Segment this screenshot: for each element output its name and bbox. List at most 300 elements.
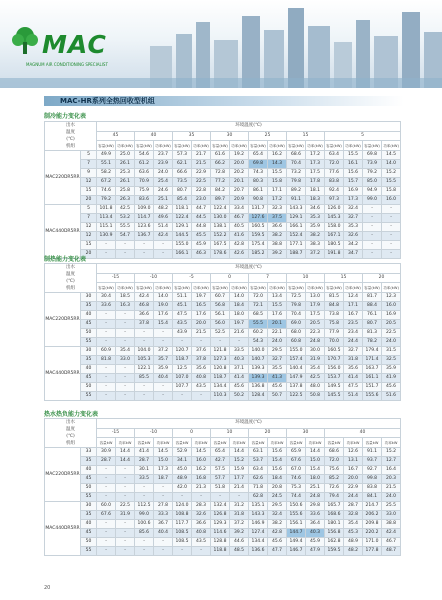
table-row [45,457,401,466]
value-cell: 61.6 [211,151,230,160]
value-cell: 14.0 [382,160,401,169]
value-cell: 73.9 [363,160,382,169]
value-cell: 88.4 [363,302,382,311]
capacity-subheader: 容量(kW) [173,141,192,151]
value-cell: 36.7 [154,520,173,529]
value-cell: 17.5 [306,311,325,320]
value-cell: 127.6 [249,214,268,223]
outlet-temperature-cell: 40 [81,520,97,529]
value-cell: 136.8 [249,383,268,392]
value-cell: 42.6 [230,250,249,259]
value-cell: 36.6 [192,520,211,529]
value-cell: 177.1 [287,241,306,250]
value-cell: 80.3 [249,178,268,187]
value-cell: 128.8 [211,538,230,547]
value-cell: 191.8 [325,250,344,259]
capacity-subheader: 容量(kW) [173,283,192,293]
header-banner [0,0,442,88]
value-cell: 20.0 [230,160,249,169]
value-cell: 12.4 [344,293,363,302]
power-subheader: 功率kW [306,438,325,448]
value-cell: 206.2 [363,511,382,520]
value-cell: 14.4 [116,448,135,457]
value-cell: 127.3 [211,356,230,365]
value-cell: - [382,232,401,241]
value-cell: 77.9 [325,329,344,338]
table-row [45,538,401,547]
value-cell: 48.7 [382,547,401,556]
value-cell: 24.6 [154,187,173,196]
value-cell: 20.2 [230,169,249,178]
value-cell: 43.5 [192,538,211,547]
value-cell: 23.0 [192,196,211,205]
power-subheader: 功率(kW) [230,283,249,293]
value-cell: 25.1 [306,484,325,493]
value-cell: 108.5 [173,538,192,547]
value-cell: 70.9 [135,178,154,187]
value-cell: 122.4 [211,205,230,214]
value-cell: 68.6 [325,448,344,457]
value-cell: 31.9 [116,511,135,520]
value-cell: 18.4 [268,475,287,484]
brand-tagline: MAGNUM AIR CONDITIONING SPECIALIST [26,62,108,67]
temperature-header: 0 [211,273,249,283]
outlet-temperature-cell: 45 [81,374,97,383]
value-cell: 38.8 [382,520,401,529]
value-cell: 51.4 [154,223,173,232]
value-cell: 72.6 [325,484,344,493]
capacity-subheader: 容量(kW) [363,141,382,151]
value-cell: 44.5 [192,214,211,223]
value-cell: 156.8 [325,529,344,538]
capacity-subheader: 容量(kW) [325,283,344,293]
value-cell: 17.7 [230,475,249,484]
value-cell: 49.6 [154,214,173,223]
value-cell: - [363,223,382,232]
value-cell: 149.4 [287,538,306,547]
value-cell: 170.7 [325,356,344,365]
value-cell: 79.2 [97,196,116,205]
value-cell: 110.3 [211,392,230,401]
value-cell: 66.6 [173,169,192,178]
value-cell: 33.5 [230,347,249,356]
value-cell: 81.7 [363,293,382,302]
temperature-header: 30 [211,131,249,141]
corner-line: (℃) [66,279,75,284]
power-subheader: 功率(kW) [192,283,211,293]
value-cell: 18.1 [306,187,325,196]
value-cell: 19.2 [230,151,249,160]
outlet-temperature-cell: 20 [81,250,97,259]
value-cell: 129.1 [287,214,306,223]
corner-line: (℃) [66,434,75,439]
value-cell: 73.5 [173,178,192,187]
value-cell: 89.7 [211,196,230,205]
value-cell: 40.4 [154,529,173,538]
value-cell: 127.4 [249,529,268,538]
value-cell: 24.4 [344,493,363,502]
value-cell: 35.7 [154,356,173,365]
value-cell: - [116,241,135,250]
power-subheader: 功率kW [154,438,173,448]
value-cell: 32.7 [344,347,363,356]
value-cell: 18.7 [154,475,173,484]
outlet-temperature-cell: 9 [81,169,97,178]
value-cell: - [97,538,116,547]
outlet-temperature-cell: 12 [81,232,97,241]
value-cell: 214.7 [363,502,382,511]
value-cell: 136.6 [249,547,268,556]
value-cell: 17.8 [306,178,325,187]
corner-line: (℃) [66,137,75,142]
value-cell: 61.2 [135,160,154,169]
group-header: 环境温度(℃) [97,264,401,274]
value-cell: - [173,547,192,556]
value-cell: 171.4 [363,356,382,365]
value-cell: 18.4 [230,302,249,311]
value-cell: 33.3 [154,511,173,520]
value-cell: 146.7 [287,547,306,556]
value-cell: 56.1 [211,311,230,320]
corner-line: 温度 [66,272,75,277]
value-cell: 67.0 [287,466,306,475]
value-cell: - [154,250,173,259]
value-cell: - [154,547,173,556]
section-title-heating: 制热能力变化表 [44,256,87,263]
value-cell: - [116,538,135,547]
value-cell: 39.2 [268,250,287,259]
value-cell: 17.9 [306,302,325,311]
value-cell: 162.8 [325,538,344,547]
value-cell: 32.7 [344,214,363,223]
value-cell: 67.2 [97,178,116,187]
value-cell: 144.7 [287,529,306,538]
page-number: 20 [44,585,51,591]
model-column-label: 机组 [66,144,75,149]
value-cell: 171.0 [363,538,382,547]
value-cell: 42.8 [268,529,287,538]
outlet-temperature-cell: 45 [81,475,97,484]
value-cell: 26.3 [116,196,135,205]
value-cell: - [363,241,382,250]
value-cell: - [363,214,382,223]
value-cell: - [382,205,401,214]
value-cell: 22.9 [192,169,211,178]
value-cell: 41.4 [230,374,249,383]
value-cell: 86.1 [249,187,268,196]
value-cell: 155.6 [287,511,306,520]
table-row [45,529,401,538]
value-cell: 69.8 [249,160,268,169]
value-cell: 56.8 [211,302,230,311]
value-cell: 114.7 [135,214,154,223]
value-cell: 45.6 [268,538,287,547]
value-cell: 56.0 [211,320,230,329]
value-cell: 33.6 [306,511,325,520]
value-cell: 24.8 [306,338,325,347]
table-row [45,356,401,365]
hot-water-capacity-table [44,418,401,556]
value-cell: 43.5 [192,383,211,392]
capacity-subheader: 容量(kW) [211,141,230,151]
value-cell: 44.6 [230,538,249,547]
value-cell: - [97,383,116,392]
value-cell: 147.9 [287,374,306,383]
value-cell: 109.0 [135,205,154,214]
value-cell: 47.5 [173,311,192,320]
value-cell: 58.2 [97,169,116,178]
value-cell: 28.7 [344,502,363,511]
value-cell: - [97,392,116,401]
value-cell: - [154,383,173,392]
value-cell: 26.1 [116,178,135,187]
value-cell: 63.4 [249,466,268,475]
value-cell: 72.8 [211,169,230,178]
value-cell: 74.6 [287,475,306,484]
value-cell: 33.5 [135,475,154,484]
value-cell: - [97,520,116,529]
value-cell: 27.8 [154,502,173,511]
value-cell: 144.5 [173,232,192,241]
value-cell: 167.1 [325,232,344,241]
table-row [45,293,401,302]
value-cell: 40.8 [192,374,211,383]
value-cell: 77.2 [211,178,230,187]
value-cell: 51.1 [173,293,192,302]
capacity-subheader: 容量kW [249,438,268,448]
value-cell: 40.8 [192,529,211,538]
value-cell: 135.1 [249,502,268,511]
value-cell: 108.8 [173,511,192,520]
value-cell: 17.2 [268,196,287,205]
table-row [45,241,401,250]
value-cell: 41.4 [344,374,363,383]
value-cell: 46.8 [135,302,154,311]
value-cell: 34.1 [173,457,192,466]
value-cell: 143.3 [287,205,306,214]
value-cell: 167.5 [211,241,230,250]
value-cell: 42.7 [211,457,230,466]
value-cell: 15.0 [154,457,173,466]
power-subheader: 功率(kW) [230,141,249,151]
value-cell: 38.2 [306,232,325,241]
temperature-header: 7 [249,273,287,283]
value-cell: 48.2 [344,547,363,556]
value-cell: 57.5 [211,466,230,475]
value-cell: - [135,383,154,392]
value-cell: 100.6 [135,520,154,529]
value-cell: 16.3 [116,302,135,311]
table-row [45,392,401,401]
outlet-temperature-cell: 5 [81,205,97,214]
value-cell: 21.5 [192,329,211,338]
value-cell: - [382,214,401,223]
value-cell: 81.3 [363,329,382,338]
value-cell: 155.0 [287,347,306,356]
value-cell: 17.3 [306,160,325,169]
value-cell: 50.7 [268,392,287,401]
value-cell: 32.8 [344,511,363,520]
value-cell: - [154,338,173,347]
value-cell: 15.5 [268,169,287,178]
value-cell: 79.8 [287,178,306,187]
value-cell: 155.6 [363,392,382,401]
value-cell: 15.5 [382,178,401,187]
outlet-temperature-cell: 35 [81,302,97,311]
value-cell: 74.3 [249,169,268,178]
value-cell: 165.7 [325,502,344,511]
temperature-header: 45 [97,131,135,141]
value-cell: 48.5 [230,547,249,556]
value-cell: 38.2 [268,520,287,529]
value-cell: - [211,493,230,502]
capacity-subheader: 容量kW [325,438,344,448]
value-cell: 156.0 [325,365,344,374]
value-cell: - [135,338,154,347]
value-cell: 13.1 [344,457,363,466]
value-cell: 28.7 [97,457,116,466]
value-cell: - [116,392,135,401]
value-cell: 15.5 [268,302,287,311]
value-cell: 37.2 [230,520,249,529]
value-cell: - [97,547,116,556]
value-cell: 40.5 [230,223,249,232]
table-row [45,320,401,329]
value-cell: 12.6 [344,448,363,457]
table-row [45,169,401,178]
value-cell: 52.5 [211,329,230,338]
value-cell: - [382,250,401,259]
section-title-cooling: 制冷能力变化表 [44,113,87,120]
value-cell: 104.0 [135,347,154,356]
value-cell: 139.3 [249,365,268,374]
value-cell: 29.5 [268,347,287,356]
value-cell: 20.5 [306,320,325,329]
value-cell: - [230,493,249,502]
section-title-hot-water: 热水热负能力变化表 [44,411,99,418]
value-cell: 45.6 [268,383,287,392]
value-cell: 99.0 [363,196,382,205]
temperature-header: -5 [173,273,211,283]
value-cell: 43.5 [173,320,192,329]
value-cell: 12.7 [382,457,401,466]
value-cell: 15.0 [306,457,325,466]
value-cell: 12.5 [173,365,192,374]
value-cell: 60.8 [287,338,306,347]
value-cell: - [192,338,211,347]
value-cell: 76.1 [363,311,382,320]
power-subheader: 功率(kW) [382,283,401,293]
value-cell: 25.8 [116,187,135,196]
value-cell: 15.4 [306,466,325,475]
value-cell: 51.4 [344,392,363,401]
value-cell: - [173,493,192,502]
value-cell: 55.5 [116,223,135,232]
value-cell: 14.4 [230,448,249,457]
value-cell: 177.8 [363,547,382,556]
value-cell: 16.5 [192,302,211,311]
value-cell: 33.6 [97,302,116,311]
value-cell: 149.5 [325,383,344,392]
value-cell: 153.7 [325,374,344,383]
value-cell: 67.6 [97,511,116,520]
value-cell: 97.3 [325,196,344,205]
value-cell: - [230,338,249,347]
value-cell: 22.5 [116,502,135,511]
value-cell: - [154,493,173,502]
value-cell: 28.7 [135,457,154,466]
power-subheader: 功率(kW) [306,283,325,293]
value-cell: - [116,475,135,484]
temperature-header: 40 [325,428,401,438]
table-row [45,329,401,338]
value-cell: 33.4 [230,205,249,214]
value-cell: 139.3 [249,374,268,383]
value-cell: 101.8 [97,205,116,214]
value-cell: 14.5 [192,448,211,457]
outlet-temperature-cell: 55 [81,493,97,502]
value-cell: 15.8 [382,187,401,196]
value-cell: 16.7 [344,311,363,320]
temperature-header: 10 [211,428,249,438]
value-cell: 35.5 [268,365,287,374]
value-cell: 65.4 [211,448,230,457]
value-cell: 44.8 [192,223,211,232]
table-row [45,250,401,259]
table-row [45,493,401,502]
capacity-subheader: 容量kW [363,438,382,448]
value-cell: 69.8 [363,151,382,160]
capacity-subheader: 容量(kW) [363,283,382,293]
value-cell: - [116,250,135,259]
value-cell: 32.5 [382,356,401,365]
value-cell: 163.7 [363,365,382,374]
value-cell: 209.8 [363,520,382,529]
value-cell: 118.8 [211,547,230,556]
outlet-temperature-cell: 40 [81,365,97,374]
outlet-temperature-cell: 45 [81,529,97,538]
value-cell: - [363,205,382,214]
value-cell: - [97,250,116,259]
value-cell: 16.2 [268,151,287,160]
value-cell: - [97,475,116,484]
value-cell: - [135,241,154,250]
value-cell: 42.5 [306,374,325,383]
value-cell: 60.2 [249,329,268,338]
value-cell: - [154,392,173,401]
value-cell: 52.9 [173,448,192,457]
outlet-temperature-cell: 40 [81,311,97,320]
value-cell: 118.7 [173,356,192,365]
outlet-temperature-cell: 55 [81,547,97,556]
capacity-subheader: 容量(kW) [135,141,154,151]
capacity-subheader: 容量(kW) [287,141,306,151]
value-cell: 69.0 [287,320,306,329]
value-cell: 14.4 [116,457,135,466]
value-cell: 134.4 [211,383,230,392]
value-cell: - [363,232,382,241]
power-subheader: 功率(kW) [116,283,135,293]
model-column-label: 机组 [66,441,75,446]
table-row [45,302,401,311]
value-cell: 120.8 [211,365,230,374]
model-name: MAC440DR5RR [45,502,81,556]
value-cell: - [116,466,135,475]
value-cell: - [116,338,135,347]
power-subheader: 功率(kW) [344,283,363,293]
value-cell: 37.8 [192,356,211,365]
page-title: MAC-HR系列全热回收型机组 [44,96,404,106]
